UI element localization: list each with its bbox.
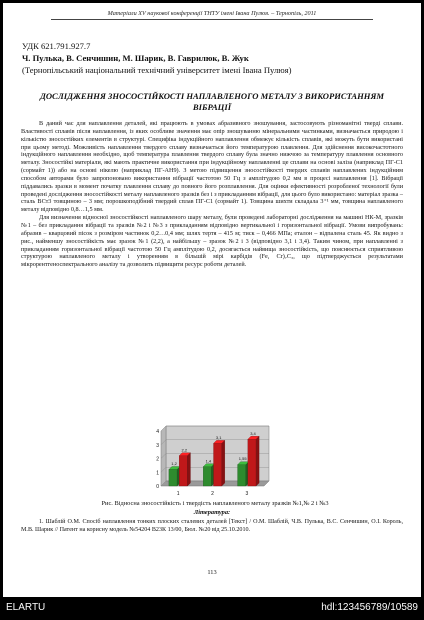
chart-bar	[169, 470, 177, 487]
footer-repository: ELARTU	[6, 602, 46, 613]
chart-bar	[248, 439, 256, 486]
wear-resistance-chart	[145, 420, 275, 500]
data-label: 2,2	[181, 447, 188, 453]
x-tick-label: 1	[176, 491, 180, 497]
y-tick-label: 4	[156, 429, 159, 435]
paragraph-2: Для визначення відносної зносостійкості наплавленого шару металу, були проведені лабораторні дослідження на машині НК-М, зразків №1 – без прикладання вібрації та зразків №2 і №3 з прикладанням відповідно вертикальної і горизонтальної вібрації. Умови випробувань: абразив – кварцовий пісок з розміром частинок 0,2…0,4 мм; шлях тертя – 415 м; тиск – 0,466 МПа; еталон – відпалена сталь 45. Як видно з рис., найменшу зносостійкість має зразок №1 (2,2), а найбільшу – зразок №2 і 3 (відповідно 3,1 і 3,4). Таким чином, при наплавленні з прикладанням горизонтальної вібрації частотою 50 Гц амплітудою 0,2, досягається найвища зносостійкість, що пояснюється сприятливою структурою наплавленого металу і утворенням в більшій мірі карбідів (Fe, Cr)₇C₃, що підтверджується результатами мікрорентгеноспектрального аналізу та дозволить підвищити ресурс роботи деталей.	[21, 214, 403, 269]
figure-caption: Рис. Відносна зносостійкість і твердість наплавленого металу зразків №1,№ 2 і №3	[101, 500, 329, 507]
affiliation: (Тернопільський національний технічний університет імені Івана Пулюя)	[22, 65, 292, 75]
data-label: 1,55	[238, 456, 247, 462]
y-tick-label: 1	[156, 470, 159, 477]
chart-bar-side	[256, 436, 259, 486]
chart-bar-side	[222, 440, 225, 486]
running-header: Матеріали XV наукової конференції ТНТУ імені Івана Пулюя. – Тернопіль, 2011	[107, 10, 317, 17]
document-page	[3, 3, 421, 597]
footer-handle: hdl:123456789/10589	[321, 602, 418, 613]
chart-bar	[238, 465, 246, 486]
x-tick-label: 2	[211, 491, 214, 497]
x-tick-label: 3	[245, 491, 249, 497]
chart-svg	[145, 420, 275, 500]
chart-bar	[214, 443, 222, 486]
paper-title: ДОСЛІДЖЕННЯ ЗНОСОСТІЙКОСТІ НАПЛАВЛЕНОГО МЕТАЛУ З ВИКОРИСТАННЯМ ВІБРАЦІЇ	[39, 91, 385, 112]
chart-bar	[179, 456, 187, 486]
literature-heading: Література:	[193, 509, 231, 516]
paragraph-1: В даний час для наплавлення деталей, які працюють в умовах абразивного зношування, застосовують різноманітні тверді сплави. Властивості сплавів після наплавлення, із яких особливе значення має опір зношуванню мінеральними частинками, визначається природою і кількістю зносостійких елементів в структурі. Специфіка індукційного наплавлення обмежує кількість сплавів, які можуть бути використані при цьому методі. Можливість наплавлення твердого сплаву визначається його температурою плавлення. Для здійснення високочастотного індукційного наплавлення необхідно, щоб температура плавлення твердого сплаву була значно нижчою за температуру плавлення основного металу. Зносостійкі матеріали, які мають практичне використання при індукційному наплавленні це сплави на основі заліза (наприклад ПГ-С1 (сормайт 1)) або на основі нікелю (наприклад ПГ-АН9). З метою підвищення зносостійкості твердих сплавів наплавлених індукційним способом авторами було запропоновано використання вібрації частотою 50 Гц з амплітудою 0,2 мм в процесі наплавлення [1]. Вібрації піддавались зразки в момент початку плавлення сплаву до повного його розплавлення. Для оцінки ефективності розробленої технології були проведені дослідження зносостійкості металу наплавленого зразків без і з прикладанням вібрації, для цього було використано: матеріал зразка – сталь ВСт3 товщиною – 3 мм; порошкоподібний твердий сплав ПГ-С1 (сормайт 1). Товщина шихти складала 3⁺¹ мм, товщина наплавленого металу відповідно 0,8…1,5 мм.	[21, 120, 403, 214]
udk-code: УДК 621.791.927.7	[22, 41, 91, 51]
y-tick-label: 2	[156, 456, 159, 463]
chart-bar-side	[187, 453, 190, 486]
y-tick-label: 3	[156, 442, 159, 449]
reference-1: 1. Шаблій О.М. Спосіб наплавлення тонких плоских сталевих деталей [Текст] / О.М. Шаблій, Ч.В. Пулька, В.С. Сенчишин, О.І. Король, М.В. Шарик // Патент на корисну модель №54204 В23К 13/00, Бюл. №20 від 25.10.2010.	[21, 519, 403, 533]
chart-bar	[203, 467, 211, 486]
authors: Ч. Пулька, В. Сенчишин, М. Шарик, В. Гаврилюк, В. Жук	[22, 53, 249, 63]
header-rule	[51, 19, 373, 20]
page-number: 113	[207, 569, 217, 576]
body-text	[21, 120, 403, 269]
references	[21, 519, 403, 534]
data-label: 1,2	[171, 461, 177, 466]
y-tick-label: 0	[156, 484, 159, 490]
data-label: 3,4	[250, 430, 256, 436]
data-label: 1,4	[205, 458, 212, 464]
data-label: 3,1	[215, 434, 222, 440]
